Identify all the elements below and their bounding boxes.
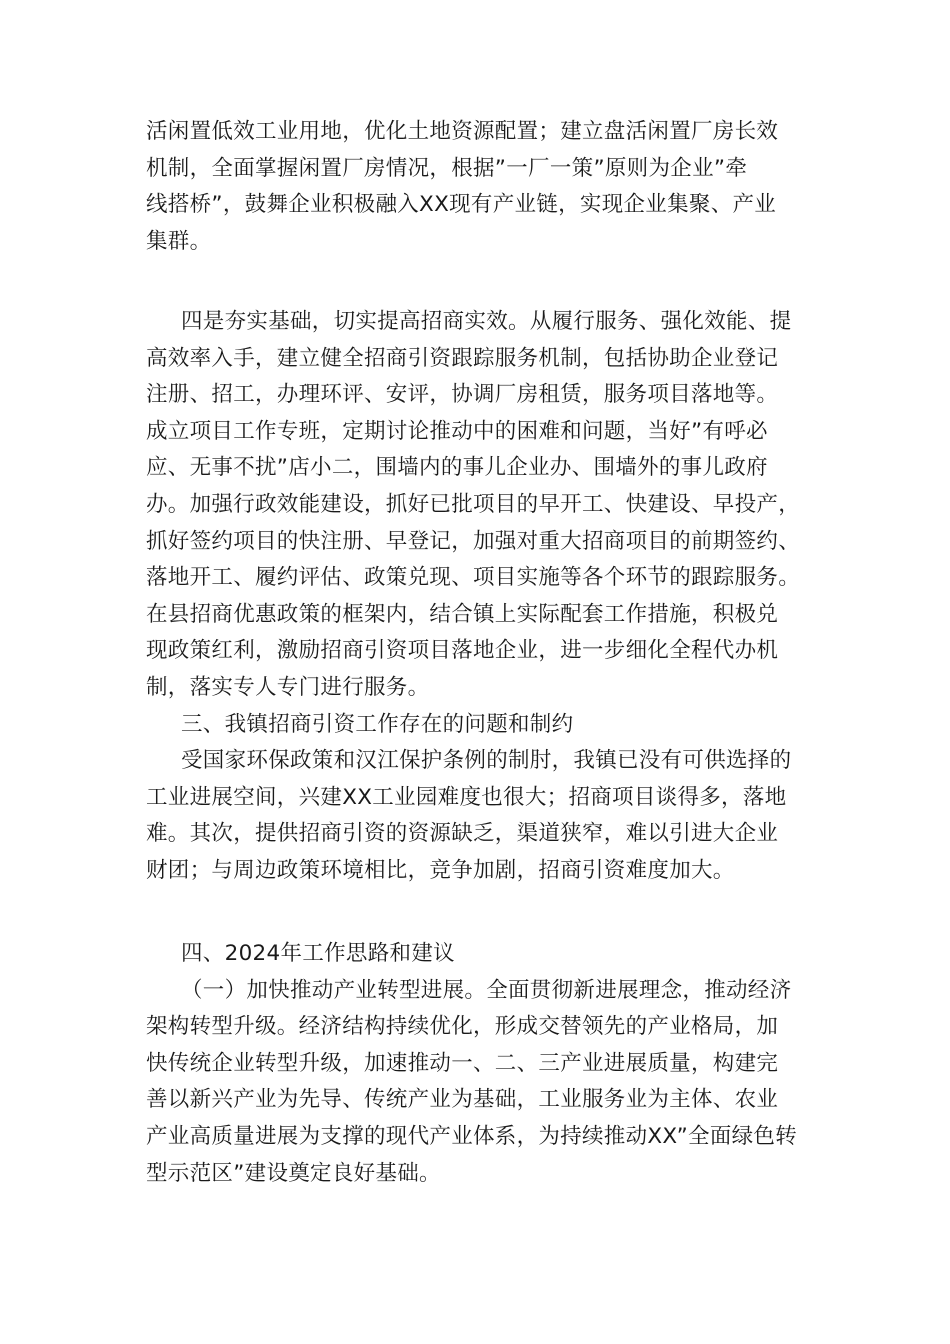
text-line: 财团；与周边政策环境相比，竞争加剧，招商引资难度加大。 [146,857,735,883]
text-line: 办。加强行政效能建设，抓好已批项目的早开工、快建设、早投产， [146,491,801,517]
text-line: 产业高质量进展为支撑的现代产业体系，为持续推动XX”全面绿色转 [146,1123,798,1149]
text-line: （一）加快推动产业转型进展。全面贯彻新进展理念，推动经济 [181,977,792,1003]
text-line: 快传统企业转型升级，加速推动一、二、三产业进展质量，构建完 [146,1050,779,1076]
text-line: 四是夯实基础，切实提高招商实效。从履行服务、强化效能、提 [181,309,792,334]
text-line: 应、无事不扰”店小二，围墙内的事儿企业办、围墙外的事儿政府 [146,455,768,481]
text-line: 高效率入手，建立健全招商引资跟踪服务机制，包括协助企业登记 [146,345,779,371]
text-line: 现政策红利，激励招商引资项目落地企业，进一步细化全程代办机 [146,638,779,664]
text-line: 落地开工、履约评估、政策兑现、项目实施等各个环节的跟踪服务。 [146,565,801,591]
text-line: 制，落实专人专门进行服务。 [146,674,430,700]
text-line: 三、我镇招商引资工作存在的问题和制约 [181,711,574,737]
paragraph-block-2 [146,304,816,890]
text-line: 善以新兴产业为先导、传统产业为基础，工业服务业为主体、农业 [146,1087,779,1113]
text-line: 在县招商优惠政策的框架内，结合镇上实际配套工作措施，积极兑 [146,601,779,627]
text-line: 机制，全面掌握闲置厂房情况，根据”一厂一策”原则为企业”牵 [146,155,748,181]
text-line: 工业进展空间，兴建XX工业园难度也很大；招商项目谈得多，落地 [146,784,787,810]
text-line: 线搭桥”，鼓舞企业积极融入XX现有产业链，实现企业集聚、产业 [146,192,777,218]
text-line: 四、2024年工作思路和建议 [181,941,455,966]
text-line: 难。其次，提供招商引资的资源缺乏，渠道狭窄，难以引进大企业 [146,821,779,847]
text-line: 成立项目工作专班，定期讨论推动中的困难和问题，当好”有呼必 [146,418,768,444]
text-line: 架构转型升级。经济结构持续优化，形成交替领先的产业格局，加 [146,1014,779,1040]
paragraph-block-3 [146,936,816,1192]
text-line: 受国家环保政策和汉江保护条例的制肘，我镇已没有可供选择的 [181,748,792,774]
paragraph-block-1 [146,114,816,260]
text-line: 注册、招工，办理环评、安评，协调厂房租赁，服务项目落地等。 [146,382,779,408]
text-line: 活闲置低效工业用地，优化土地资源配置；建立盘活闲置厂房长效 [146,119,779,144]
text-line: 型示范区”建设奠定良好基础。 [146,1160,441,1186]
text-line: 抓好签约项目的快注册、早登记，加强对重大招商项目的前期签约、 [146,528,801,554]
text-line: 集群。 [146,228,212,254]
